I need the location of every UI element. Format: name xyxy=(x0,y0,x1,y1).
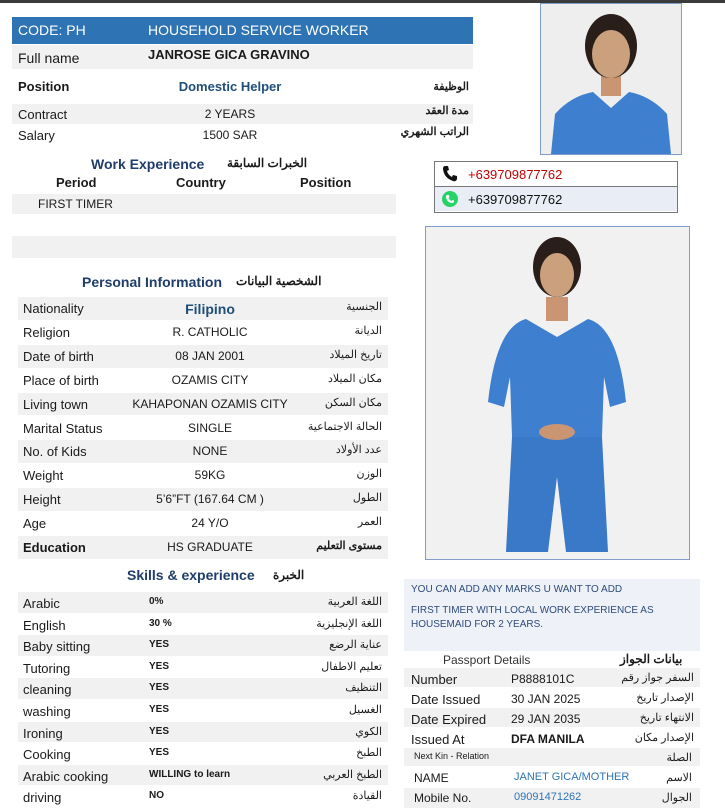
personal-row-value: 59KG xyxy=(194,468,226,483)
phone-number: +639709877762 xyxy=(468,167,563,182)
passport-row-value: 29 JAN 2035 xyxy=(511,712,581,726)
work-row-2 xyxy=(12,236,396,258)
skills-row-label: English xyxy=(23,617,66,633)
skills-row-ar: القيادة xyxy=(352,790,382,803)
passport-row xyxy=(404,708,700,727)
passport-row-value: DFA MANILA xyxy=(511,732,585,746)
skills-row-label: Arabic cooking xyxy=(23,768,109,784)
personal-row-label: Nationality xyxy=(23,301,84,316)
col-country: Country xyxy=(176,175,226,190)
skills-row-ar: تعليم الاطفال xyxy=(321,660,382,673)
document-title: HOUSEHOLD SERVICE WORKER xyxy=(148,22,369,38)
skills-row-label: Cooking xyxy=(23,747,71,763)
passport-title: Passport Details xyxy=(443,653,531,667)
remarks-line-2: FIRST TIMER WITH LOCAL WORK EXPERIENCE AS HOUSEMAID FOR 2 YEARS. xyxy=(411,605,654,630)
personal-row-ar: الحالة الاجتماعية xyxy=(307,420,382,433)
skills-row-ar: الطبخ xyxy=(356,747,382,760)
passport-row-ar: السفر جواز رقم xyxy=(621,672,694,684)
phone-icon xyxy=(441,165,459,183)
skills-row-ar: اللغة العربية xyxy=(327,596,382,608)
whatsapp-row xyxy=(435,187,677,211)
passport-row-ar: الانتهاء تاريخ xyxy=(639,712,694,724)
full-name-row xyxy=(12,45,473,69)
kin-name-value: JANET GICA/MOTHER xyxy=(514,771,630,783)
skills-row-label: washing xyxy=(23,704,71,719)
personal-row-label: Age xyxy=(23,516,47,532)
contract-ar: مدة العقد xyxy=(425,105,469,117)
personal-info-ar: الشخصية البيانات xyxy=(236,274,322,288)
passport-row xyxy=(404,728,700,747)
skills-row-value: 30 % xyxy=(149,617,172,629)
contact-box xyxy=(434,161,678,213)
contract-row xyxy=(12,104,473,124)
position-value: Domestic Helper xyxy=(178,79,282,94)
position-label: Position xyxy=(18,79,70,94)
personal-row-ar: العمر xyxy=(357,516,382,529)
personal-row-label: Religion xyxy=(23,324,70,340)
skills-row-label: driving xyxy=(23,790,62,806)
personal-row-value: 24 Y/O xyxy=(191,516,229,531)
skills-row-value: YES xyxy=(149,682,170,694)
personal-row xyxy=(18,321,388,344)
work-row-1 xyxy=(12,194,396,214)
kin-ar: الصلة xyxy=(666,752,692,764)
work-experience-ar: الخبرات السابقة xyxy=(227,156,308,170)
personal-row xyxy=(18,440,388,463)
skills-row-ar: الكوي xyxy=(355,725,382,738)
whatsapp-number: +639709877762 xyxy=(468,192,563,207)
personal-row-value: HS GRADUATE xyxy=(167,540,253,554)
skills-row xyxy=(18,765,388,786)
kin-label: Next Kin - Relation xyxy=(414,751,490,761)
passport-ar: بيانات الجواز xyxy=(620,652,683,666)
personal-row xyxy=(18,393,388,416)
kin-row xyxy=(404,748,700,766)
full-name-label: Full name xyxy=(18,50,80,66)
personal-row xyxy=(18,369,388,392)
position-ar: الوظيفة xyxy=(433,81,469,93)
skills-row xyxy=(18,592,388,613)
personal-row-value: Filipino xyxy=(185,301,235,317)
skills-row-label: Tutoring xyxy=(23,660,71,676)
personal-row xyxy=(18,417,388,440)
personal-row xyxy=(18,488,388,511)
personal-row-ar: الديانة xyxy=(354,324,382,337)
personal-row-value: KAHAPONAN OZAMIS CITY xyxy=(132,396,288,411)
personal-row-label: Marital Status xyxy=(23,420,103,436)
skills-row xyxy=(18,786,388,807)
position-row xyxy=(12,76,473,98)
kin-name-label: NAME xyxy=(414,771,449,785)
portrait-photo xyxy=(540,3,682,155)
skills-row-value: YES xyxy=(149,747,170,759)
passport-row-value: 30 JAN 2025 xyxy=(511,692,581,706)
personal-row-label: Date of birth xyxy=(23,348,94,364)
skills-row-label: Ironing xyxy=(23,725,63,741)
work-row-1-period: FIRST TIMER xyxy=(38,197,113,211)
personal-row-ar: مكان الميلاد xyxy=(327,372,382,385)
skills-row-ar: اللغة الإنجليزية xyxy=(316,617,382,630)
personal-row-value: OZAMIS CITY xyxy=(171,372,249,387)
personal-row xyxy=(18,536,388,559)
passport-row-ar: الإصدار مكان xyxy=(634,732,694,744)
remarks-box xyxy=(404,579,700,651)
personal-row-value: 5’6”FT (167.64 CM ) xyxy=(156,492,264,507)
personal-row-label: No. of Kids xyxy=(23,444,87,460)
skills-ar: الخبرة xyxy=(273,568,305,582)
personal-row-value: 08 JAN 2001 xyxy=(175,348,245,363)
personal-info-title: Personal Information xyxy=(82,274,223,290)
kin-mobile-label: Mobile No. xyxy=(414,791,472,805)
personal-row xyxy=(18,464,388,487)
passport-row-ar: الإصدار تاريخ xyxy=(636,692,694,704)
personal-row-ar: الوزن xyxy=(356,468,382,481)
skills-row-value: 0% xyxy=(149,596,164,607)
skills-row-value: YES xyxy=(149,704,170,715)
skills-row-label: Baby sitting xyxy=(23,639,91,655)
salary-row xyxy=(12,125,473,145)
personal-row-label: Place of birth xyxy=(23,372,99,388)
full-name-value: JANROSE GICA GRAVINO xyxy=(148,47,310,62)
remarks-line-1: YOU CAN ADD ANY MARKS U WANT TO ADD xyxy=(411,584,623,595)
phone-row xyxy=(435,162,677,187)
applicant-code: CODE: PH xyxy=(18,22,86,38)
personal-row-label: Height xyxy=(23,492,61,508)
skills-row-label: Arabic xyxy=(23,596,60,611)
personal-row-ar: تاريخ الميلاد xyxy=(329,348,382,361)
personal-row-label: Weight xyxy=(23,468,64,484)
skills-row-value: WILLING to learn xyxy=(149,768,231,780)
col-position: Position xyxy=(300,175,352,190)
skills-row-value: YES xyxy=(149,660,170,672)
skills-row xyxy=(18,657,388,678)
personal-row-value: NONE xyxy=(192,444,228,459)
kin-mobile-ar: الجوال xyxy=(661,792,692,804)
passport-row xyxy=(404,688,700,707)
skills-row xyxy=(18,700,388,721)
personal-row-value: SINGLE xyxy=(187,420,233,435)
kin-name-ar: الاسم xyxy=(666,772,692,784)
skills-row-label: cleaning xyxy=(23,682,72,698)
personal-row-ar: مستوى التعليم xyxy=(316,540,382,552)
contract-label: Contract xyxy=(18,107,68,122)
personal-row-ar: الجنسية xyxy=(346,301,382,313)
salary-label: Salary xyxy=(18,128,55,143)
skills-row-ar: عناية الرضع xyxy=(329,639,382,652)
personal-row xyxy=(18,345,388,368)
kin-mobile-row xyxy=(404,788,700,808)
kin-name-row xyxy=(404,768,700,788)
skills-row xyxy=(18,635,388,656)
whatsapp-icon xyxy=(441,190,459,208)
skills-title: Skills & experience xyxy=(127,567,255,583)
personal-row xyxy=(18,297,388,320)
skills-row-value: NO xyxy=(149,790,164,802)
work-experience-title: Work Experience xyxy=(91,156,205,172)
skills-row xyxy=(18,614,388,635)
personal-row-ar: مكان السكن xyxy=(324,396,382,409)
personal-row-ar: عدد الأولاد xyxy=(335,444,382,457)
passport-row-label: Date Expired xyxy=(411,712,487,727)
skills-row xyxy=(18,722,388,743)
skills-row-value: YES xyxy=(149,639,170,651)
salary-value: 1500 SAR xyxy=(202,128,258,142)
personal-row-label: Living town xyxy=(23,396,89,412)
skills-row-ar: الغسيل xyxy=(348,704,382,716)
salary-ar: الراتب الشهري xyxy=(400,126,469,138)
passport-row xyxy=(404,668,700,687)
skills-row-value: YES xyxy=(149,725,170,737)
skills-row xyxy=(18,678,388,699)
contract-value: 2 YEARS xyxy=(204,107,256,121)
skills-row-ar: التنظيف xyxy=(345,682,382,695)
col-period: Period xyxy=(56,175,97,190)
kin-mobile-value: 09091471262 xyxy=(514,791,582,803)
personal-row-value: R. CATHOLIC xyxy=(172,324,248,339)
passport-row-label: Number xyxy=(411,672,458,687)
personal-row-ar: الطول xyxy=(352,492,382,505)
header-bar xyxy=(12,17,473,44)
passport-row-value: P8888101C xyxy=(511,672,575,686)
personal-row xyxy=(18,512,388,535)
skills-row xyxy=(18,743,388,764)
personal-row-label: Education xyxy=(23,540,86,555)
skills-row-ar: الطبخ العربي xyxy=(323,768,382,781)
passport-row-label: Issued At xyxy=(411,732,465,747)
full-body-photo xyxy=(425,226,690,560)
passport-row-label: Date Issued xyxy=(411,692,481,707)
